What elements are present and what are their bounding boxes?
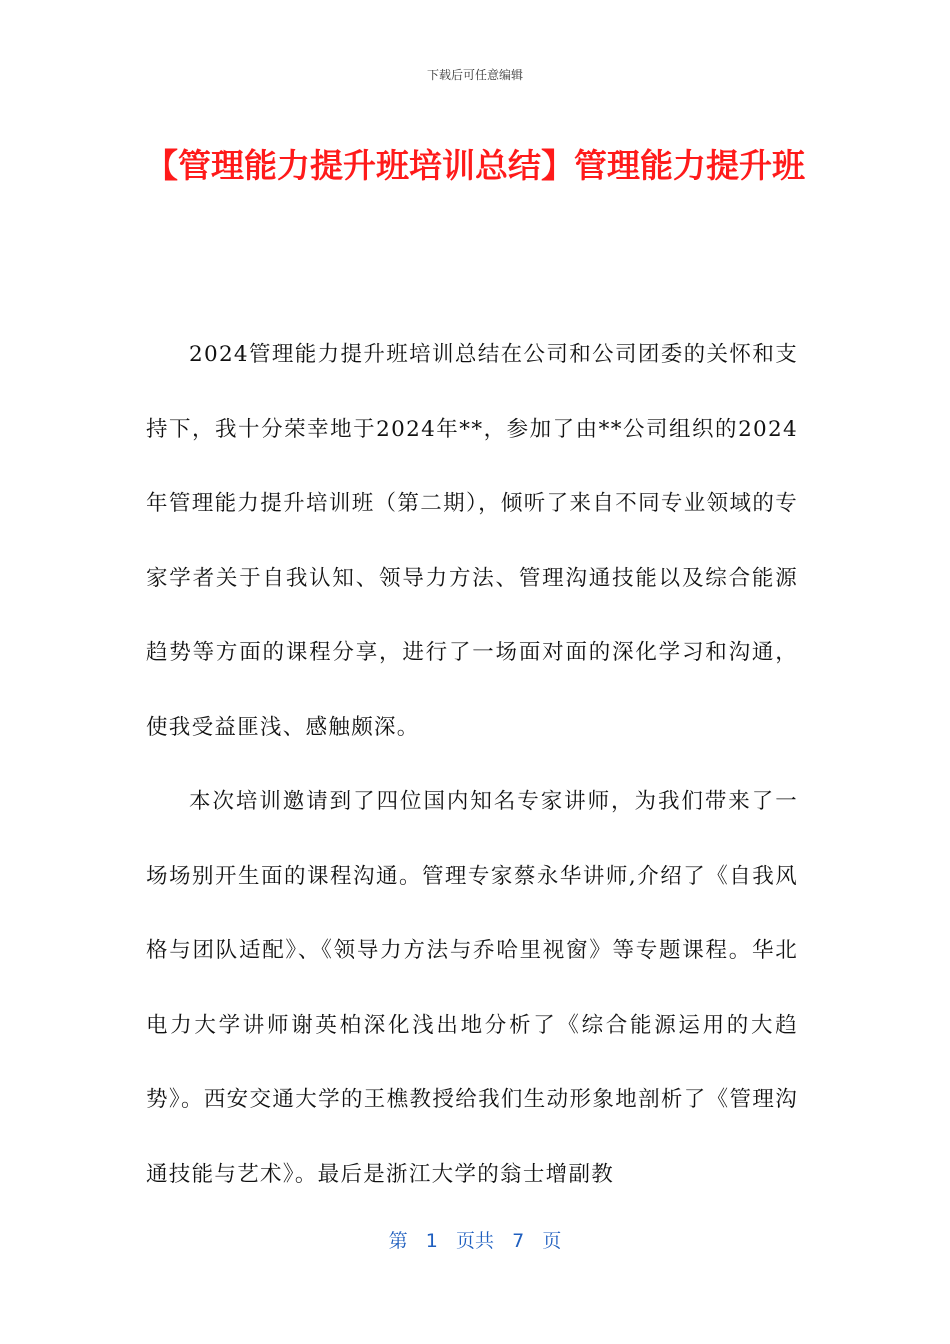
footer-page-mid: 页共 [455,1230,494,1252]
footer-current-page: 1 [425,1230,438,1252]
footer-page-prefix: 第 [388,1230,408,1252]
header-note: 下载后可任意编辑 [426,68,523,82]
paragraph-2: 本次培训邀请到了四位国内知名专家讲师，为我们带来了一场场别开生面的课程沟通。管理专家蔡永华讲师,介绍了《自我风格与团队适配》、《领导力方法与乔哈里视窗》等专题课程。华北电力大学讲师谢英柏深化浅出地分析了《综合能源运用的大趋势》。西安交通大学的王樵教授给我们生动形象地剖析了《管理沟通技能与艺术》。最后是浙江大学的翁士增副教 [146,789,798,1187]
page-footer [0,1226,950,1253]
document-title: 【管理能力提升班培训总结】管理能力提升班 [145,146,805,185]
document-body [146,318,798,1212]
paragraph-1: 2024管理能力提升班培训总结在公司和公司团委的关怀和支持下，我十分荣幸地于2024年**，参加了由**公司组织的2024年管理能力提升培训班（第二期），倾听了来自不同专业领域的专家学者关于自我认知、领导力方法、管理沟通技能以及综合能源趋势等方面的课程分享，进行了一场面对面的深化学习和沟通，使我受益匪浅、感触颇深。 [146,342,798,740]
footer-page-suffix: 页 [542,1230,562,1252]
footer-total-pages: 7 [512,1230,525,1252]
